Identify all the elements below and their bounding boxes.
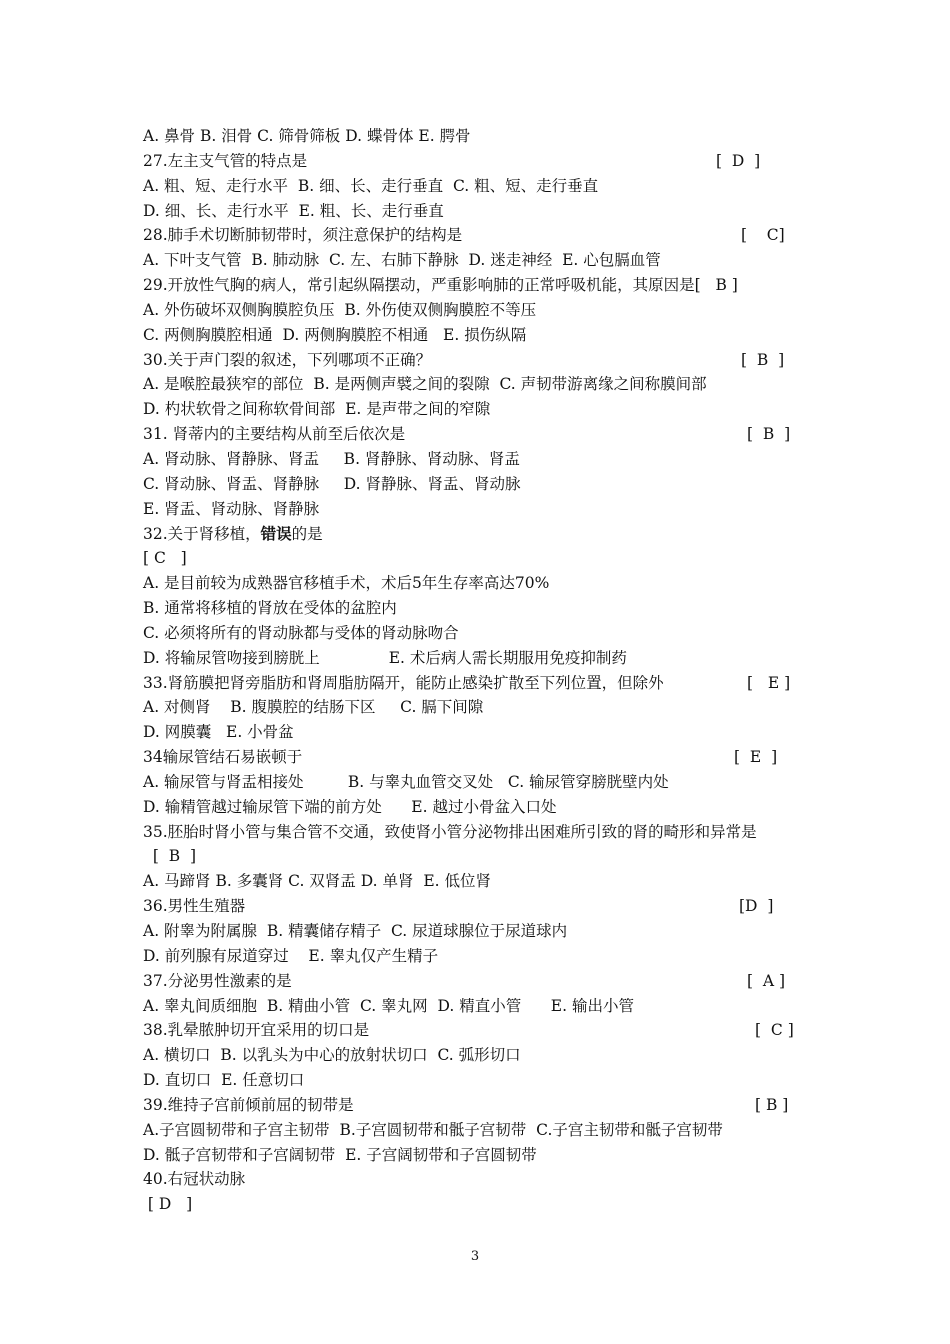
line-text: 36.男性生殖器 (143, 897, 246, 916)
answer-bracket: [ A ] (747, 971, 786, 990)
line-text: 30.关于声门裂的叙述，下列哪项不正确？ (143, 350, 432, 369)
page-number: 3 (470, 1249, 480, 1264)
line-text: 的是 (291, 524, 323, 543)
text-line (143, 1118, 813, 1143)
answer-bracket: [ C ] (755, 1021, 794, 1040)
text-line (143, 447, 813, 472)
line-text: B. 通常将移植的肾放在受体的盆腔内 (143, 599, 397, 618)
line-text: D. 输精管越过输尿管下端的前方处 E. 越过小骨盆入口处 (143, 797, 557, 816)
text-line (143, 199, 813, 224)
answer-bracket: [ B ] (755, 1095, 789, 1114)
line-text: 39.维持子宫前倾前屈的韧带是 (143, 1095, 354, 1114)
text-line (143, 596, 813, 621)
text-line (143, 671, 813, 696)
text-line (143, 1043, 813, 1068)
line-text: D. 骶子宫韧带和子宫阔韧带 E. 子宫阔韧带和子宫圆韧带 (143, 1145, 537, 1164)
line-text: A. 粗、短、走行水平 B. 细、长、走行垂直 C. 粗、短、走行垂直 (143, 176, 599, 195)
text-line (143, 571, 813, 596)
text-line (143, 223, 813, 248)
line-text: D. 前列腺有尿道穿过 E. 睾丸仅产生精子 (143, 946, 439, 965)
text-line (143, 745, 813, 770)
text-line (143, 323, 813, 348)
line-text: A. 附睾为附属腺 B. 精囊储存精子 C. 尿道球腺位于尿道球内 (143, 922, 568, 940)
text-line (143, 273, 813, 298)
text-line (143, 124, 813, 149)
line-text: C. 肾动脉、肾盂、肾静脉 D. 肾静脉、肾盂、肾动脉 (143, 474, 521, 493)
text-line (143, 1068, 813, 1093)
line-text: A. 输尿管与肾盂相接处 B. 与睾丸血管交叉处 C. 输尿管穿膀胱壁内处 (143, 772, 669, 791)
text-line (143, 770, 813, 795)
line-text: 32.关于肾移植， (143, 524, 261, 543)
text-line (143, 695, 813, 720)
line-text: D. 细、长、走行水平 E. 粗、长、走行垂直 (143, 201, 444, 220)
text-line (143, 1143, 813, 1168)
line-text: C. 两侧胸膜腔相通 D. 两侧胸膜腔不相通 E. 损伤纵隔 (143, 325, 527, 344)
text-line (143, 298, 813, 323)
line-text: A. 横切口 B. 以乳头为中心的放射状切口 C. 弧形切口 (143, 1046, 521, 1065)
line-text: D. 将输尿管吻接到膀胱上 E. 术后病人需长期服用免疫抑制药 (143, 648, 627, 667)
line-text: 33.肾筋膜把肾旁脂肪和肾周脂肪隔开，能防止感染扩散至下列位置，但除外 (143, 673, 664, 692)
line-text: C. 必须将所有的肾动脉都与受体的肾动脉吻合 (143, 623, 459, 642)
text-line (143, 820, 813, 845)
line-text: E. 肾盂、肾动脉、肾静脉 (143, 499, 320, 518)
answer-bracket: [ E ] (747, 673, 791, 692)
text-line (143, 969, 813, 994)
text-line (143, 646, 813, 671)
line-text: A. 对侧肾 B. 腹膜腔的结肠下区 C. 膈下间隙 (143, 698, 484, 717)
line-text: A. 是喉腔最狭窄的部位 B. 是两侧声襞之间的裂隙 C. 声韧带游离缘之间称膜间部 (143, 375, 707, 394)
text-line (143, 372, 813, 397)
line-text: A. 外伤破坏双侧胸膜腔负压 B. 外伤使双侧胸膜腔不等压 (143, 300, 537, 319)
answer-bracket: [ B ] (747, 425, 791, 444)
text-line (143, 1093, 813, 1118)
text-line (143, 397, 813, 422)
line-text: D. 直切口 E. 任意切口 (143, 1071, 305, 1090)
answer-bracket: [ D ] (716, 151, 761, 170)
line-text: [ C ] (143, 549, 187, 568)
answer-bracket: [ E ] (734, 748, 778, 767)
answer-bracket: [D ] (739, 897, 774, 916)
line-text: 27.左主支气管的特点是 (143, 151, 308, 170)
text-line (143, 174, 813, 199)
text-line (143, 994, 813, 1019)
line-text: A. 肾动脉、肾静脉、肾盂 B. 肾静脉、肾动脉、肾盂 (143, 449, 520, 468)
text-line (143, 248, 813, 273)
text-line (143, 795, 813, 820)
line-text: 28.肺手术切断肺韧带时，须注意保护的结构是 (143, 226, 463, 245)
line-text: [ B ] (143, 847, 197, 866)
text-line (143, 546, 813, 571)
text-line (143, 472, 813, 497)
text-line (143, 844, 813, 869)
text-line (143, 720, 813, 745)
line-text: 29.开放性气胸的病人，常引起纵隔摆动，严重影响肺的正常呼吸机能，其原因是[ B ] (143, 276, 738, 295)
line-text: 31. 肾蒂内的主要结构从前至后依次是 (143, 425, 406, 444)
line-text: 34输尿管结石易嵌顿于 (143, 748, 303, 767)
line-text: [ D ] (143, 1195, 193, 1214)
document-body (143, 124, 813, 1217)
line-text: A. 下叶支气管 B. 肺动脉 C. 左、右肺下静脉 D. 迷走神经 E. 心包膈血管 (143, 251, 661, 270)
line-text: 37.分泌男性激素的是 (143, 971, 292, 990)
line-text: D. 网膜囊 E. 小骨盆 (143, 723, 294, 742)
text-line (143, 497, 813, 522)
line-text: 38.乳晕脓肿切开宜采用的切口是 (143, 1021, 370, 1040)
line-text: A. 马蹄肾 B. 多囊肾 C. 双肾盂 D. 单肾 E. 低位肾 (143, 872, 491, 891)
text-line (143, 919, 813, 944)
text-line (143, 149, 813, 174)
text-line (143, 522, 813, 547)
text-line (143, 422, 813, 447)
line-text: A. 睾丸间质细胞 B. 精曲小管 C. 睾丸网 D. 精直小管 E. 输出小管 (143, 996, 634, 1015)
text-line (143, 1192, 813, 1217)
line-text: A. 是目前较为成熟器官移植手术，术后5年生存率高达70% (143, 574, 550, 593)
line-text: D. 杓状软骨之间称软骨间部 E. 是声带之间的窄隙 (143, 400, 491, 419)
text-line (143, 621, 813, 646)
text-line (143, 348, 813, 373)
text-line (143, 894, 813, 919)
text-line (143, 944, 813, 969)
line-text: A.子宫圆韧带和子宫主韧带 B.子宫圆韧带和骶子宫韧带 C.子宫主韧带和骶子宫韧带 (143, 1120, 723, 1139)
emphasis-text: 错误 (260, 523, 292, 543)
line-text: 40.右冠状动脉 (143, 1170, 246, 1189)
line-text: A. 鼻骨 B. 泪骨 C. 筛骨筛板 D. 蝶骨体 E. 腭骨 (143, 127, 471, 145)
text-line (143, 1167, 813, 1192)
answer-bracket: [ C] (741, 226, 785, 245)
line-text: 35.胚胎时肾小管与集合管不交通，致使肾小管分泌物排出困难所引致的肾的畸形和异常是 (143, 822, 757, 841)
text-line (143, 869, 813, 894)
answer-bracket: [ B ] (741, 350, 785, 369)
text-line (143, 1018, 813, 1043)
